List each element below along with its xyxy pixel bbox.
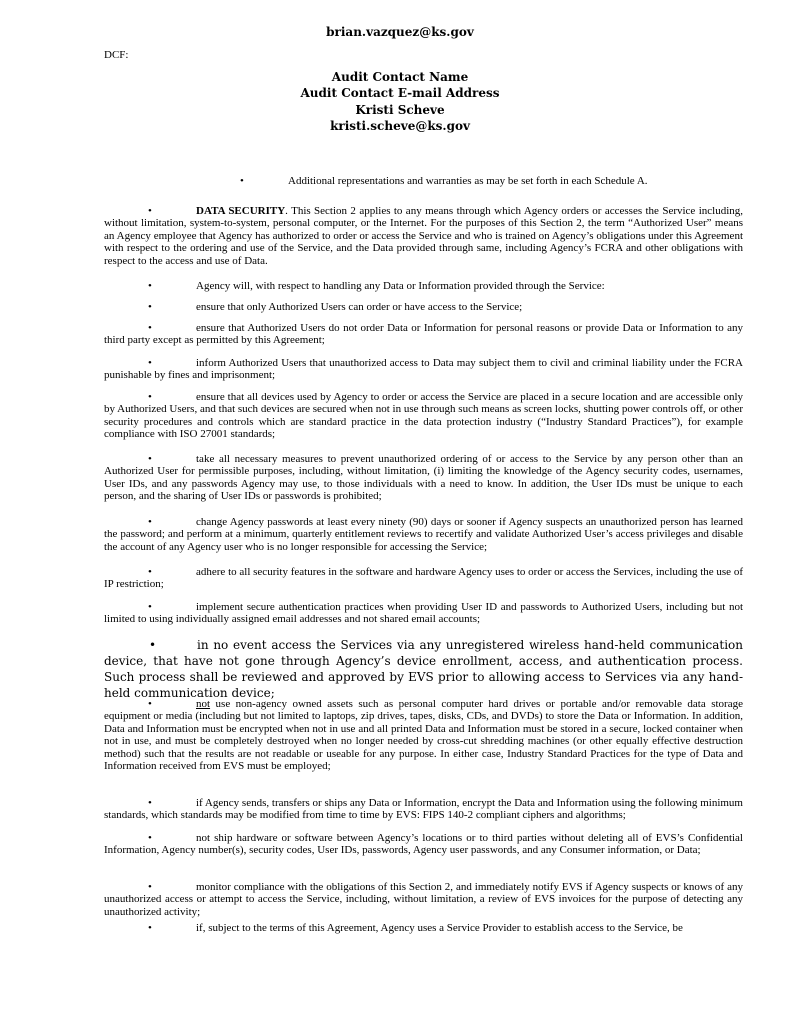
list-item <box>104 453 743 503</box>
bullet: • <box>148 357 152 369</box>
item-text: use non-agency owned assets such as personal computer hard drives or portable and/or removable data storage equipment or media (including but not limited to laptops, zip drives, tapes, disks, CDs, and DVDs) to store the Data or Information. In addition, Data and Information must be encrypted when not in use and all printed Data and Information must be stored in a secure, locked container when not in use, and must be completely destroyed when no longer needed by cross-cut shredding machines (or other equally effective destruction method) such that the results are not readable or useable for any purpose. In either case, Industry Standard Practices for the type of Data and Information received from EVS must be employed; <box>104 698 743 773</box>
item-text: ensure that only Authorized Users can order or have access to the Service; <box>196 301 523 313</box>
list-item <box>104 566 743 591</box>
contact-person-email: kristi.scheve@ks.gov <box>330 119 470 133</box>
audit-contact-name: Audit Contact Name <box>331 70 469 84</box>
bullet: • <box>148 922 152 934</box>
item-text: ensure that Authorized Users do not order Data or Information for personal reasons or provide Data or Information to any third party except as permitted by this Agreement; <box>104 322 743 347</box>
contact-person: Kristi Scheve <box>355 103 445 117</box>
item-text: inform Authorized Users that unauthorized access to Data may subject them to civil and criminal liability under the FCRA punishable by fines and imprisonment; <box>104 357 743 382</box>
item-text: in no event access the Services via any unregistered wireless hand-held communication device, that have not gone through Agency’s device enrollment, access, and authentication process. Such process shall be reviewed and approved by EVS prior to allowing access to Services via any hand-held communication device; <box>104 638 743 700</box>
list-item <box>104 357 743 382</box>
item-text: adhere to all security features in the software and hardware Agency uses to order or access the Services, including the use of IP restriction; <box>104 566 743 591</box>
list-item <box>104 322 743 347</box>
bullet: • <box>148 280 152 292</box>
bullet: • <box>148 881 152 893</box>
item-text: implement secure authentication practices when providing User ID and passwords to Authorized Users, including but not limited to using individually assigned email addresses and not shared email accounts; <box>104 601 743 626</box>
item-text: if Agency sends, transfers or ships any Data or Information, encrypt the Data and Information using the following minimum standards, which standards may be modified from time to time by EVS: FIPS 140-2 compliant ciphers and algorithms; <box>104 797 743 822</box>
item-text: if, subject to the terms of this Agreement, Agency uses a Service Provider to establish access to the Service, be <box>196 922 683 934</box>
item-text: Agency will, with respect to handling any Data or Information provided through the Service: <box>196 280 605 292</box>
bullet: • <box>148 205 152 217</box>
additional-text: Additional representations and warranties as may be set forth in each Schedule A. <box>288 175 648 187</box>
bullet: • <box>148 391 152 403</box>
item-text: ensure that all devices used by Agency to order or access the Service are placed in a secure location and are accessible only by Authorized Users, and that such devices are secured when not in use through such means as screen locks, shutting power controls off, or other security procedures and controls which are standard practice in the data protection industry (“Industry Standard Practices”), for example compliance with ISO 27001 standards; <box>104 391 743 441</box>
bullet: • <box>148 322 152 334</box>
list-item <box>104 832 743 857</box>
list-item <box>104 881 743 918</box>
list-item <box>104 637 743 701</box>
bullet: • <box>148 566 152 578</box>
bullet: • <box>148 516 152 528</box>
list-item <box>104 698 743 772</box>
data-security-text: . This Section 2 applies to any means through which Agency orders or accesses the Service including, without limitation, system-to-system, personal computer, or the Internet. For the purposes of this Section 2, the term “Authorized User” means an Agency employee that Agency has authorized to order or access the Service and who is trained on Agency’s obligations under this Agreement with respect to the ordering and use of the Service, and the Data provided through same, including Agency’s FCRA and other obligations with respect to the access and use of Data. <box>104 205 743 267</box>
bullet: • <box>148 832 152 844</box>
list-item <box>104 301 743 313</box>
list-item <box>104 601 743 626</box>
item-text: not ship hardware or software between Agency’s locations or to third parties without deleting all of EVS’s Confidential Information, Agency number(s), security codes, User IDs, passwords, Agency user passwords, and any Consumer information, or Data; <box>104 832 743 857</box>
bullet: • <box>148 601 152 613</box>
list-item <box>104 391 743 441</box>
item-text: take all necessary measures to prevent unauthorized ordering of or access to the Service by any person other than an Authorized User for permissible purposes, including, without limitation, (i) limiting the knowledge of the Agency security codes, usernames, User IDs, and any passwords Agency may use, to those individuals with a need to know. In addition, the User IDs must be unique to each person, and the sharing of User IDs or passwords is prohibited; <box>104 453 743 503</box>
header-email: brian.vazquez@ks.gov <box>326 25 474 39</box>
bullet: • <box>148 301 152 313</box>
bullet: • <box>148 698 152 710</box>
data-security-paragraph <box>104 205 743 267</box>
bullet: • <box>240 175 244 187</box>
underlined-not: not <box>196 698 211 710</box>
audit-contact-email: Audit Contact E-mail Address <box>300 86 500 100</box>
list-item <box>104 516 743 553</box>
list-item <box>104 280 743 292</box>
bullet: • <box>148 453 152 465</box>
bullet: • <box>149 638 157 652</box>
list-item <box>104 797 743 822</box>
bullet: • <box>148 797 152 809</box>
list-item <box>104 922 743 934</box>
data-security-title: DATA SECURITY <box>196 205 286 217</box>
item-text: monitor compliance with the obligations of this Section 2, and immediately notify EVS if Agency suspects or knows of any unauthorized access or attempt to access the Service, including, without limitation, a review of EVS invoices for the purpose of detecting any unauthorized activity; <box>104 881 743 918</box>
dcf-label: DCF: <box>104 49 129 61</box>
item-text: change Agency passwords at least every ninety (90) days or sooner if Agency suspects an unauthorized person has learned the password; and perform at a minimum, quarterly entitlement reviews to recertify and validate Authorized User’s access privileges and disable the account of any Agency user who is no longer responsible for accessing the Service; <box>104 516 743 553</box>
